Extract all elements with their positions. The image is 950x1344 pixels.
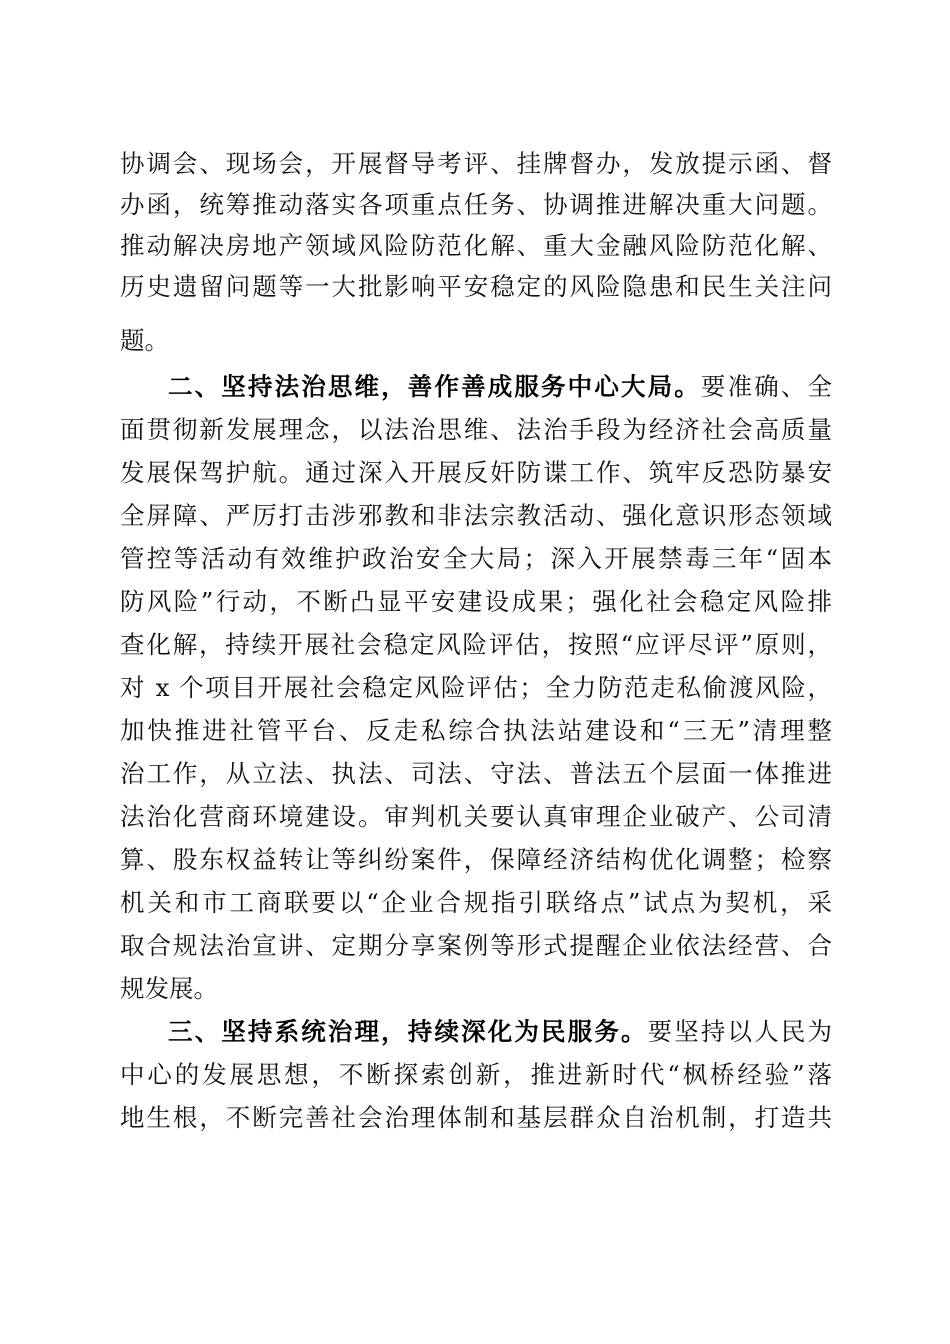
para3-first-line-rest: 要坚持以人民为 xyxy=(647,1017,832,1046)
para2-line-15: 规发展。 xyxy=(120,974,218,1003)
para3-line-3: 地生根，不断完善社会治理体制和基层群众自治机制，打造共 xyxy=(120,1103,832,1132)
para1-line-1: 协调会、现场会，开展督导考评、挂牌督办，发放提示函、督 xyxy=(120,149,832,178)
para2-line-12: 算、股东权益转让等纠纷案件，保障经济结构优化调整；检察 xyxy=(120,845,832,874)
para2-line-14: 取合规法治宣讲、定期分享案例等形式提醒企业依法经营、合 xyxy=(120,931,832,960)
para1-line-5: 题。 xyxy=(120,326,169,355)
para3-first-line xyxy=(168,1015,832,1049)
section-heading-3: 三、坚持系统治理，持续深化为民服务。 xyxy=(168,1017,648,1046)
para2-first-line-rest: 要准确、全 xyxy=(700,372,833,401)
para2-line-6: 防风险”行动，不断凸显平安建设成果；强化社会稳定风险排 xyxy=(120,587,832,616)
para2-line-2: 面贯彻新发展理念，以法治思维、法治手段为经济社会高质量 xyxy=(120,415,832,444)
para2-line-10: 治工作，从立法、执法、司法、守法、普法五个层面一体推进 xyxy=(120,759,832,788)
para1-line-2: 办函，统筹推动落实各项重点任务、协调推进解决重大问题。 xyxy=(120,190,832,219)
section-heading-2: 二、坚持法治思维，善作善成服务中心大局。 xyxy=(168,372,701,401)
para1-line-4: 历史遗留问题等一大批影响平安稳定的风险隐患和民生关注问 xyxy=(120,272,832,301)
para1-line-3: 推动解决房地产领域风险防范化解、重大金融风险防范化解、 xyxy=(120,231,832,260)
para2-line-11: 法治化营商环境建设。审判机关要认真审理企业破产、公司清 xyxy=(120,802,832,831)
para2-line-7: 查化解，持续开展社会稳定风险评估，按照“应评尽评”原则， xyxy=(120,630,832,659)
para2-first-line xyxy=(168,370,832,404)
para3-line-2: 中心的发展思想，不断探索创新，推进新时代“枫桥经验”落 xyxy=(120,1060,832,1089)
para2-line-13: 机关和市工商联要以“企业合规指引联络点”试点为契机，采 xyxy=(120,888,832,917)
para2-line-4: 全屏障、严厉打击涉邪教和非法宗教活动、强化意识形态领域 xyxy=(120,501,832,530)
para2-line-8: 对 x 个项目开展社会稳定风险评估；全力防范走私偷渡风险， xyxy=(120,673,832,702)
para2-line-3: 发展保驾护航。通过深入开展反奸防谍工作、筑牢反恐防暴安 xyxy=(120,458,832,487)
para2-line-9: 加快推进社管平台、反走私综合执法站建设和“三无”清理整 xyxy=(120,716,832,745)
para2-line-5: 管控等活动有效维护政治安全大局；深入开展禁毒三年“固本 xyxy=(120,544,832,573)
